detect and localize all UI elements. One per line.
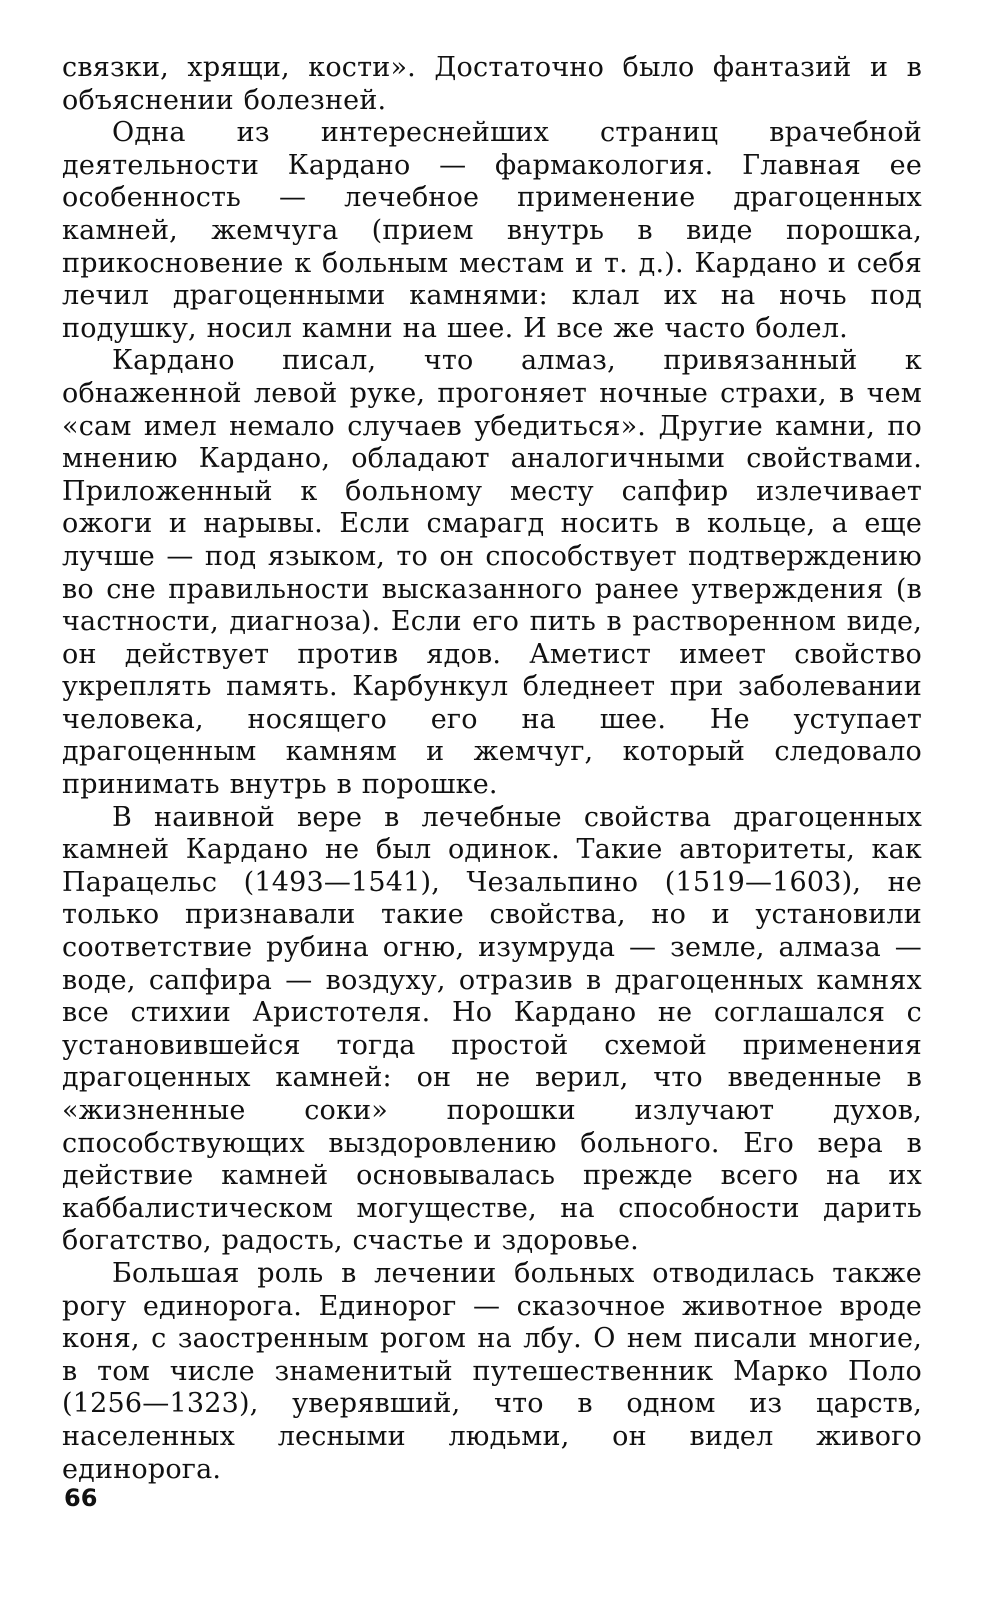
paragraph-5: Большая роль в лечении больных отводилась также рогу единорога. Единорог — сказочное животное вроде коня, с заостренным рогом на лбу. О нем писали многие, в том числе знаменитый путешественник Марко Поло (1256—1323), уверявший, что в одном из царств, населенных лесными людьми, он видел живого единорога. (62, 1257, 922, 1485)
paragraph-3: Кардано писал, что алмаз, привязанный к обнаженной левой руке, прогоняет ночные страхи, в чем «сам имел немало случаев убедиться». Другие камни, по мнению Кардано, обладают аналогичными свойствами. Приложенный к больному месту сапфир излечивает ожоги и нарывы. Если смарагд носить в кольце, а еще лучше — под языком, то он способствует подтверждению во сне правильности высказанного ранее утверждения (в частности, диагноза). Если его пить в растворенном виде, он действует против ядов. Аметист имеет свойство укреплять память. Карбункул бледнеет при заболевании человека, носящего его на шее. Не уступает драгоценным камням и жемчуг, который следовало принимать внутрь в порошке. (62, 345, 922, 801)
page-body (62, 52, 922, 1486)
paragraph-2: Одна из интереснейших страниц врачебной деятельности Кардано — фармакология. Главная ее особенность — лечебное применение драгоценных камней, жемчуга (прием внутрь в виде порошка, прикосновение к больным местам и т. д.). Кардано и себя лечил драгоценными камнями: клал их на ночь под подушку, носил камни на шее. И все же часто болел. (62, 117, 922, 344)
paragraph-1: связки, хрящи, кости». Достаточно было фантазий и в объяснении болезней. (62, 52, 922, 116)
page-number: 66 (64, 1484, 98, 1512)
paragraph-4: В наивной вере в лечебные свойства драгоценных камней Кардано не был одинок. Такие авторитеты, как Парацельс (1493—1541), Чезальпино (1519—1603), не только признавали такие свойства, но и установили соответствие рубина огню, изумруда — земле, алмаза — воде, сапфира — воздуху, отразив в драгоценных камнях все стихии Аристотеля. Но Кардано не соглашался с установившейся тогда простой схемой применения драгоценных камней: он не верил, что введенные в «жизненные соки» порошки излучают духов, способствующих выздоровлению больного. Его вера в действие камней основывалась прежде всего на их каббалистическом могуществе, на способности дарить богатство, радость, счастье и здоровье. (62, 801, 922, 1257)
